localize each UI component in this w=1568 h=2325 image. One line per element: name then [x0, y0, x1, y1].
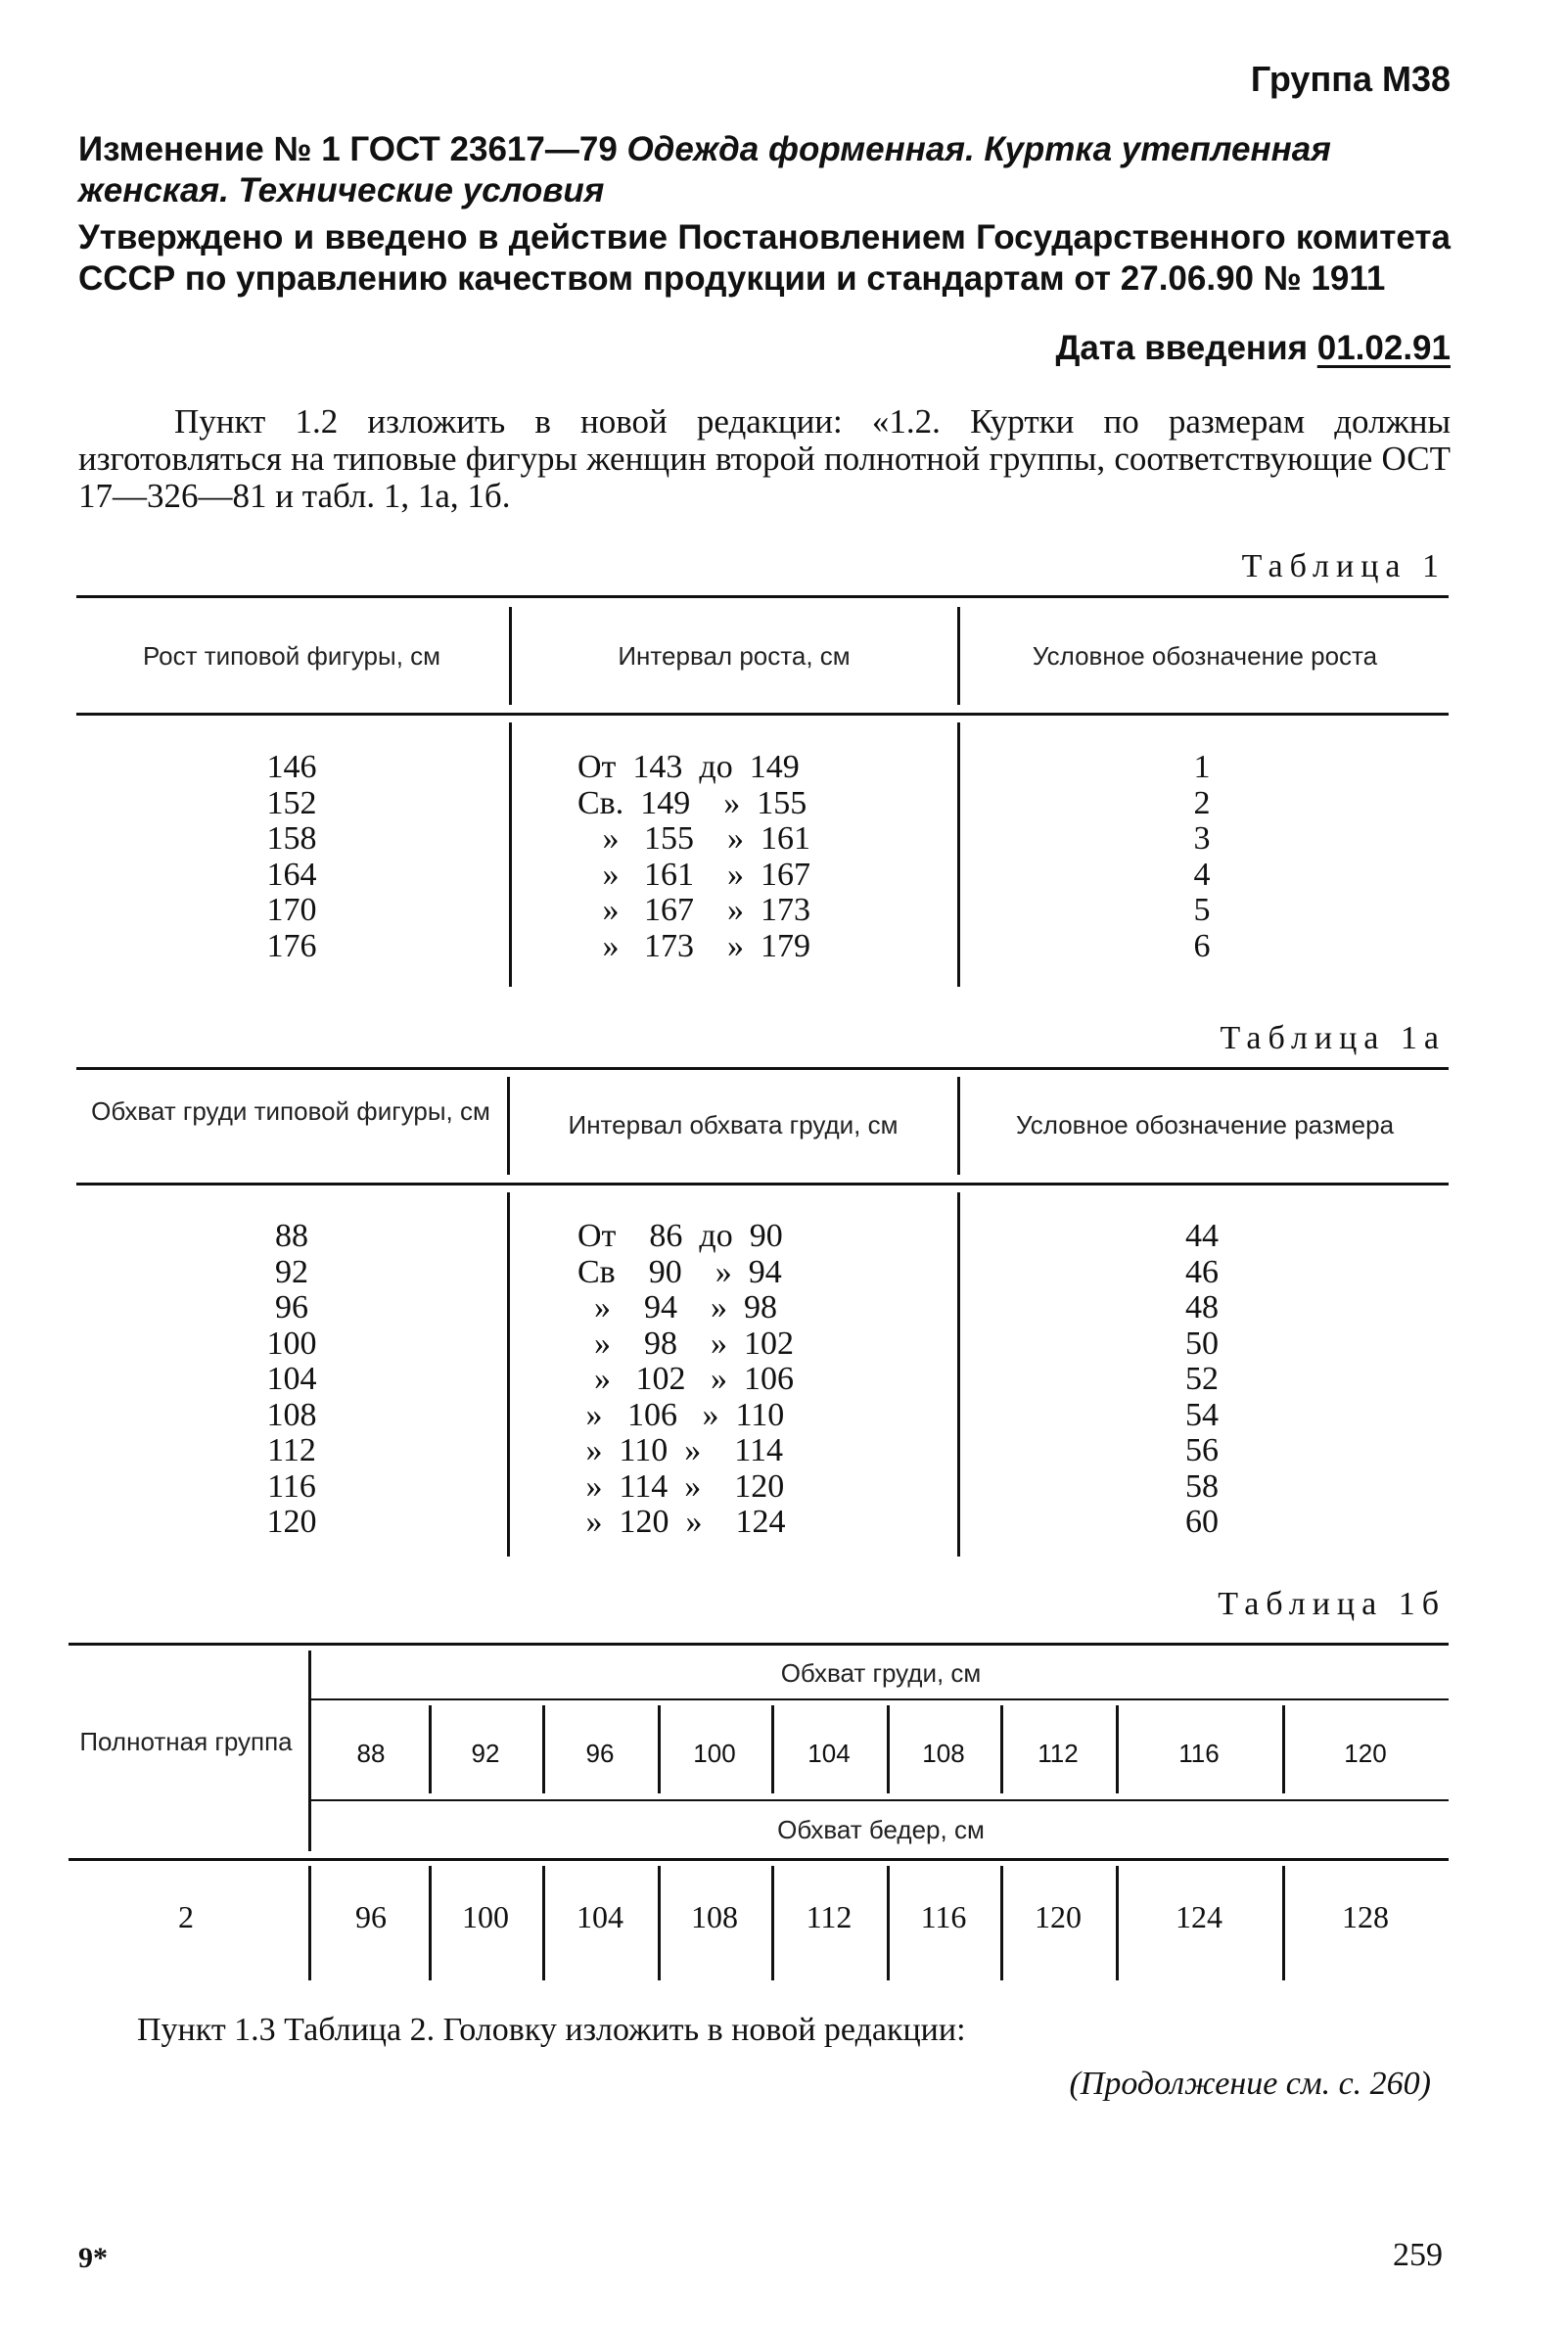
- table1a-top-rule: [76, 1067, 1449, 1070]
- table1a-cell: 52: [1185, 1361, 1219, 1397]
- table1a-cell: 54: [1185, 1396, 1219, 1433]
- table1-cell: 176: [266, 927, 317, 964]
- page-number: 259: [1393, 2237, 1443, 2273]
- table1b-hip-cell: 112: [806, 1899, 853, 1934]
- table1a-col-chest: [233, 1219, 350, 1541]
- table1-top-rule: [76, 595, 1449, 598]
- table1-cell: 164: [266, 856, 317, 893]
- table1b-chest-cell: 116: [1178, 1739, 1220, 1768]
- table1-cell: 1: [1193, 749, 1211, 785]
- table1b-chest-cell: 112: [1038, 1739, 1079, 1768]
- table1b-hip-cell: 120: [1035, 1899, 1082, 1934]
- table1a-cell: 44: [1185, 1218, 1219, 1254]
- table1b-chest-cell: 92: [471, 1739, 500, 1768]
- table1-col-code: [1143, 750, 1261, 964]
- table1-col-interval: [577, 750, 930, 964]
- table-1: [76, 595, 1449, 987]
- table1-cell: » 167 » 173: [577, 892, 810, 928]
- table1-divider: [957, 722, 960, 987]
- table1b-caption: Таблица 1б: [1218, 1586, 1446, 1622]
- table1b-chest-rule: [311, 1698, 1449, 1700]
- table1a-cell: » 120 » 124: [577, 1504, 786, 1540]
- table1a-cell: » 114 » 120: [577, 1467, 785, 1505]
- table1b-divider: [308, 1866, 311, 1980]
- title-prefix: Изменение № 1 ГОСТ 23617—79: [78, 130, 627, 168]
- table1a-header-chest: Обхват груди типовой фигуры, см: [91, 1096, 490, 1126]
- table1b-hip-cell: 128: [1342, 1899, 1389, 1934]
- table1a-cell: 58: [1185, 1467, 1219, 1505]
- table1b-hip-cell: 96: [355, 1899, 387, 1934]
- table1a-cell: » 98 » 102: [577, 1325, 794, 1362]
- table1-cell: » 173 » 179: [577, 927, 810, 964]
- table1a-divider: [507, 1077, 510, 1175]
- table1b-chest-cell: 120: [1344, 1739, 1387, 1768]
- table1b-group-value: 2: [178, 1899, 194, 1934]
- table1a-cell: 116: [267, 1467, 316, 1505]
- table1a-col-interval: [577, 1219, 930, 1541]
- table1a-divider: [957, 1077, 960, 1175]
- title-rest: Одежда форменная. Куртка утепленная женская. Технические условия: [78, 130, 1331, 209]
- paragraph-text: Пункт 1.2 изложить в новой редакции: «1.2. Куртки по размерам должны изготовляться на типовые фигуры женщин второй полнотной группы, соответствующие ОСТ 17—326—81 и табл. 1, 1а, 1б.: [78, 402, 1451, 515]
- table1a-cell: » 110 » 114: [577, 1432, 783, 1468]
- table1-divider: [509, 722, 512, 987]
- table1-cell: 158: [266, 820, 317, 857]
- table-1a: [76, 1067, 1449, 1557]
- table1a-cell: 56: [1185, 1432, 1219, 1468]
- table1-header-interval: Интервал роста, см: [618, 641, 851, 671]
- table1-cell: Св. 149 » 155: [577, 784, 807, 821]
- table1b-chest-label: Обхват груди, см: [780, 1658, 982, 1688]
- table1-cell: 3: [1193, 820, 1211, 857]
- group-code: Группа М38: [1250, 59, 1451, 99]
- table1b-header-rule: [69, 1858, 1449, 1861]
- table1b-chest-cell: 104: [807, 1739, 851, 1768]
- table1a-cell: 108: [266, 1396, 317, 1433]
- paragraph-1-2: [78, 403, 1451, 515]
- table1-caption: Таблица 1: [1241, 548, 1446, 584]
- table1b-hip-label: Обхват бедер, см: [777, 1815, 985, 1844]
- table1b-hip-cell: 116: [920, 1899, 967, 1934]
- table1a-cell: 88: [275, 1218, 308, 1254]
- table1b-hip-cell: 124: [1176, 1899, 1222, 1934]
- table1a-divider: [507, 1192, 510, 1557]
- table1a-header-interval: Интервал обхвата груди, см: [568, 1110, 899, 1139]
- table1a-cell: От 86 до 90: [577, 1218, 783, 1254]
- table1a-cell: 46: [1185, 1253, 1219, 1290]
- approval-statement: Утверждено и введено в действие Постановлением Государственного комитета СССР по управлению качеством продукции и стандартам от 27.06.90 № 1911: [78, 218, 1451, 298]
- table-1b: [69, 1643, 1449, 1980]
- table1a-col-size: [1143, 1219, 1261, 1541]
- table1a-cell: 100: [266, 1325, 317, 1362]
- table1-divider: [957, 607, 960, 705]
- table1-divider: [509, 607, 512, 705]
- table1b-chest-cell: 100: [693, 1739, 736, 1768]
- table1b-top-rule: [69, 1643, 1449, 1646]
- signature-mark: 9*: [78, 2242, 108, 2274]
- table1a-cell: 48: [1185, 1289, 1219, 1325]
- table1a-header-rule: [76, 1183, 1449, 1186]
- item-1-3-line: Пункт 1.3 Таблица 2. Головку изложить в новой редакции:: [137, 2012, 966, 2048]
- table1-cell: От 143 до 149: [577, 749, 800, 785]
- effective-date: [1055, 329, 1451, 368]
- table1-cell: » 161 » 167: [577, 856, 810, 893]
- table1-cell: 4: [1193, 856, 1211, 893]
- table1-cell: 170: [266, 892, 317, 928]
- table1-cell: 5: [1193, 892, 1211, 928]
- table1a-cell: » 94 » 98: [577, 1289, 777, 1325]
- date-label: Дата введения: [1055, 329, 1317, 367]
- document-title: [78, 129, 1451, 211]
- table1b-chest-cell: 88: [356, 1739, 386, 1768]
- table1b-divider: [308, 1651, 311, 1851]
- table1a-cell: 120: [266, 1504, 317, 1540]
- table1-cell: 2: [1193, 784, 1211, 821]
- table1a-cell: 92: [275, 1253, 308, 1290]
- table1-header-code: Условное обозначение роста: [1032, 641, 1378, 671]
- table1b-chest-cell: 108: [922, 1739, 965, 1768]
- table1-cell: 6: [1193, 927, 1211, 964]
- table1a-cell: » 102 » 106: [577, 1361, 794, 1397]
- table1a-cell: » 106 » 110: [577, 1396, 785, 1433]
- table1a-cell: 96: [275, 1289, 308, 1325]
- table1b-hip-cell: 100: [462, 1899, 509, 1934]
- table1b-hip-cell: 108: [691, 1899, 738, 1934]
- table1a-cell: Св 90 » 94: [577, 1253, 782, 1290]
- table1b-chest-cell: 96: [585, 1739, 615, 1768]
- table1b-hip-cell: 104: [576, 1899, 623, 1934]
- table1a-caption: Таблица 1а: [1220, 1020, 1446, 1056]
- table1a-cell: 104: [266, 1361, 317, 1397]
- table1-col-height: [233, 750, 350, 964]
- table1-cell: 152: [266, 784, 317, 821]
- table1a-cell: 112: [267, 1432, 316, 1468]
- table1b-hip-label-rule: [311, 1799, 1449, 1801]
- table1-cell: 146: [266, 749, 317, 785]
- table1a-divider: [957, 1192, 960, 1557]
- date-value: 01.02.91: [1316, 329, 1451, 367]
- table1a-cell: 50: [1185, 1325, 1219, 1362]
- table1-cell: » 155 » 161: [577, 820, 810, 857]
- table1-header-height: Рост типовой фигуры, см: [142, 641, 441, 671]
- continuation-note: (Продолжение см. с. 260): [1069, 2066, 1431, 2102]
- table1a-cell: 60: [1185, 1504, 1219, 1540]
- table1b-header-group: Полнотная группа: [79, 1727, 293, 1756]
- table1a-header-size: Условное обозначение размера: [1015, 1110, 1395, 1139]
- table1-header-rule: [76, 713, 1449, 716]
